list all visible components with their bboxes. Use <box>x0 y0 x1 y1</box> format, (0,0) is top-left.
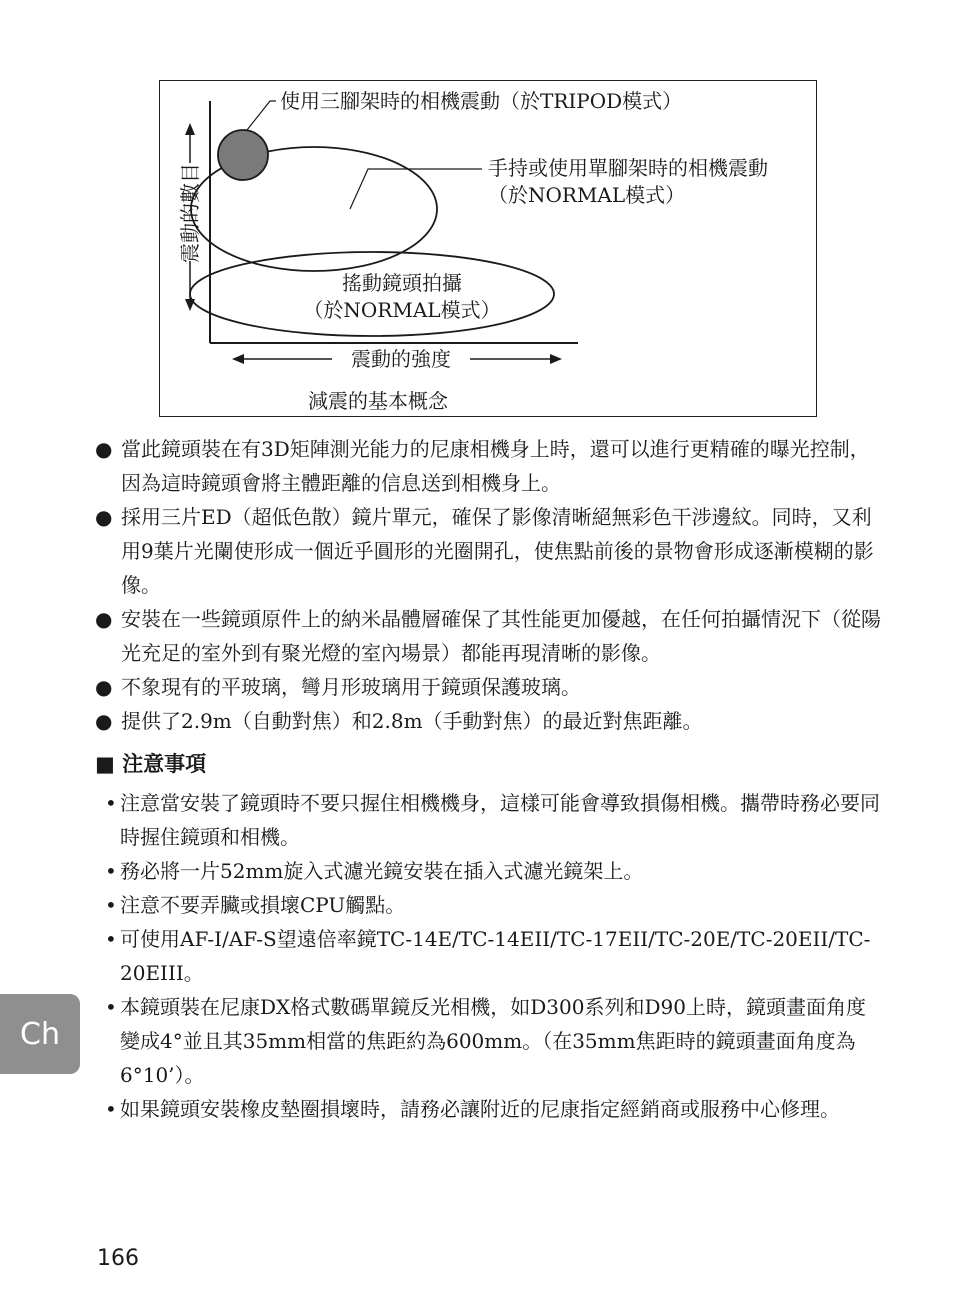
x-axis-label: 震動的強度 <box>351 347 451 371</box>
list-item: ● 當此鏡頭裝在有3D矩陣測光能力的尼康相機身上時，還可以進行更精確的曝光控制，因為這時鏡頭會將主體距離的信息送到相機身上。 <box>95 432 885 500</box>
tripod-leader <box>247 101 276 130</box>
tripod-circle <box>218 130 268 180</box>
y-arrow-up-icon <box>185 123 195 135</box>
y-axis-label: 震動的數目 <box>178 163 202 263</box>
notes-list <box>105 786 885 1126</box>
small-bullet-icon: • <box>105 791 117 815</box>
bullet-icon: ● <box>95 607 113 631</box>
note-item: • 注意當安裝了鏡頭時不要只握住相機機身，這樣可能會導致損傷相機。攜帶時務必要同時握住鏡頭和相機。 <box>105 786 885 854</box>
notes-heading: ■ 注意事項 <box>95 752 207 776</box>
vr-diagram <box>160 81 818 418</box>
small-bullet-icon: • <box>105 893 117 917</box>
list-item: ● 採用三片ED（超低色散）鏡片單元，確保了影像清晰絕無彩色干涉邊紋。同時，又利用9葉片光闌使形成一個近乎圓形的光圈開孔，使焦點前後的景物會形成逐漸模糊的影像。 <box>95 500 885 602</box>
y-arrow-down-icon <box>185 299 195 311</box>
bullet-icon: ● <box>95 437 113 461</box>
small-bullet-icon: • <box>105 859 117 883</box>
handheld-label-line1: 手持或使用單腳架時的相機震動 <box>488 156 768 180</box>
x-arrow-left-icon <box>232 354 244 364</box>
list-item: ● 安裝在一些鏡頭原件上的納米晶體層確保了其性能更加優越，在任何拍攝情況下（從陽光充足的室外到有聚光燈的室內場景）都能再現清晰的影像。 <box>95 602 885 670</box>
figure-caption: 減震的基本概念 <box>308 389 448 413</box>
list-item: ● 不象現有的平玻璃，彎月形玻璃用于鏡頭保護玻璃。 <box>95 670 885 704</box>
feature-list <box>95 432 885 738</box>
page-number: 166 <box>97 1246 139 1271</box>
bullet-icon: ● <box>95 709 113 733</box>
note-item: • 如果鏡頭安裝橡皮墊圈損壞時，請務必讓附近的尼康指定經銷商或服務中心修理。 <box>105 1092 885 1126</box>
vr-concept-figure <box>159 80 817 417</box>
tripod-label: 使用三腳架時的相機震動（於TRIPOD模式） <box>280 89 683 113</box>
small-bullet-icon: • <box>105 927 117 951</box>
panning-label-line1: 搖動鏡頭拍攝 <box>342 271 462 295</box>
chapter-tab: Ch <box>0 994 80 1074</box>
x-arrow-right-icon <box>550 354 562 364</box>
handheld-label-line2: （於NORMAL模式） <box>488 183 686 207</box>
panning-label-line2: （於NORMAL模式） <box>303 298 501 322</box>
note-item: • 可使用AF-I/AF-S望遠倍率鏡TC-14E/TC-14EII/TC-17EII/TC-20E/TC-20EII/TC-20EIII。 <box>105 922 885 990</box>
small-bullet-icon: • <box>105 1097 117 1121</box>
note-item: • 注意不要弄臟或損壞CPU觸點。 <box>105 888 885 922</box>
note-item: • 務必將一片52mm旋入式濾光鏡安裝在插入式濾光鏡架上。 <box>105 854 885 888</box>
list-item: ● 提供了2.9m（自動對焦）和2.8m（手動對焦）的最近對焦距離。 <box>95 704 885 738</box>
small-bullet-icon: • <box>105 995 117 1019</box>
bullet-icon: ● <box>95 505 113 529</box>
note-item: • 本鏡頭裝在尼康DX格式數碼單鏡反光相機，如D300系列和D90上時，鏡頭畫面角度變成4°並且其35mm相當的焦距約為600mm。（在35mm焦距時的鏡頭畫面角度為6°10’）。 <box>105 990 885 1092</box>
bullet-icon: ● <box>95 675 113 699</box>
